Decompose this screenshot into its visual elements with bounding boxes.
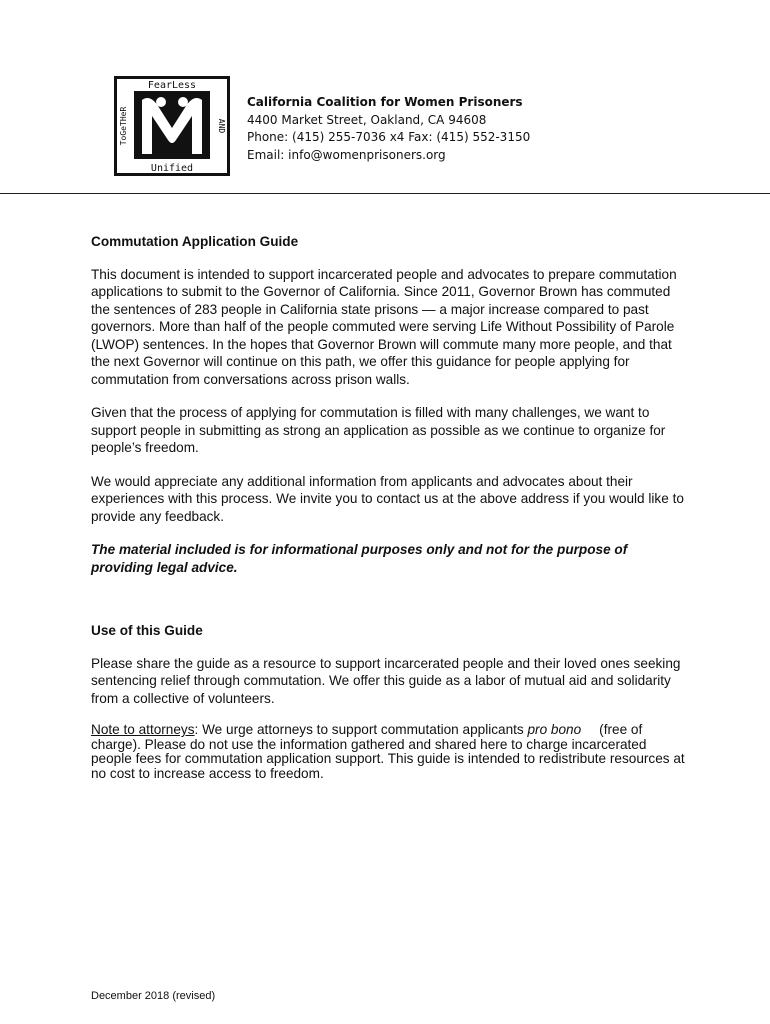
note-label: Note to attorneys [91,722,195,737]
intro-paragraph: This document is intended to support incarcerated people and advocates to prepare commutation applications to submit to the Governor of California. Since 2011, Governor Brown has commuted the sentences of 283 people in California state prisons — a major increase compared to past governors. More than half of the people commuted were serving Life Without Possibility of Parole (LWOP) sentences. In the hopes that Governor Brown will commute many more people, and that the next Governor will continue on this path, we offer this guidance for people applying for commutation from conversations across prison walls. [91,266,677,387]
logo-right-text: AND [217,118,226,134]
note-rest: (free of charge). Please do not use the information gathered and shared here to charge incarcerated people fees for commutation application support. This guide is intended to redistribute resources at no cost to increase access to freedom. [91,722,685,781]
use-paragraph: Please share the guide as a resource to support incarcerated people and their loved ones seeking sentencing relief through commutation. We offer this guide as a labor of mutual aid and solidarity from a collective of volunteers. [91,655,681,706]
feedback-paragraph: We would appreciate any additional information from applicants and advocates about their experiences with this process. We invite you to contact us at the above address if you would like to provide any feedback. [91,473,684,524]
header-divider [0,193,770,194]
letterhead [247,94,530,164]
logo-left-text: ToGeTHeR [119,106,128,146]
note-pro-bono: pro bono [527,722,582,737]
logo-top-text: FearLess [147,80,197,91]
org-address: 4400 Market Street, Oakland, CA 94608 [247,112,487,127]
use-section [91,622,691,781]
challenges-paragraph: Given that the process of applying for commutation is filled with many challenges, we want to support people in submitting as strong an application as possible as we continue to organize for people’s freedom. [91,405,666,455]
footer-date: December 2018 (revised) [91,990,216,1002]
note-intro: : We urge attorneys to support commutation applicants [194,722,528,737]
use-section-title: Use of this Guide [91,623,203,638]
logo-bottom-text: Unified [150,163,194,174]
legal-disclaimer: The material included is for informational purposes only and not for the purpose of providing legal advice. [91,542,628,575]
org-phone-fax: Phone: (415) 255-7036 x4 Fax: (415) 552-3150 [247,130,531,144]
org-name: California Coalition for Women Prisoners [247,95,523,109]
org-email: Email: info@womenprisoners.org [247,147,446,162]
document-body [91,233,691,797]
attorney-note [91,723,691,781]
organization-logo [114,76,230,176]
guide-title: Commutation Application Guide [91,234,299,249]
